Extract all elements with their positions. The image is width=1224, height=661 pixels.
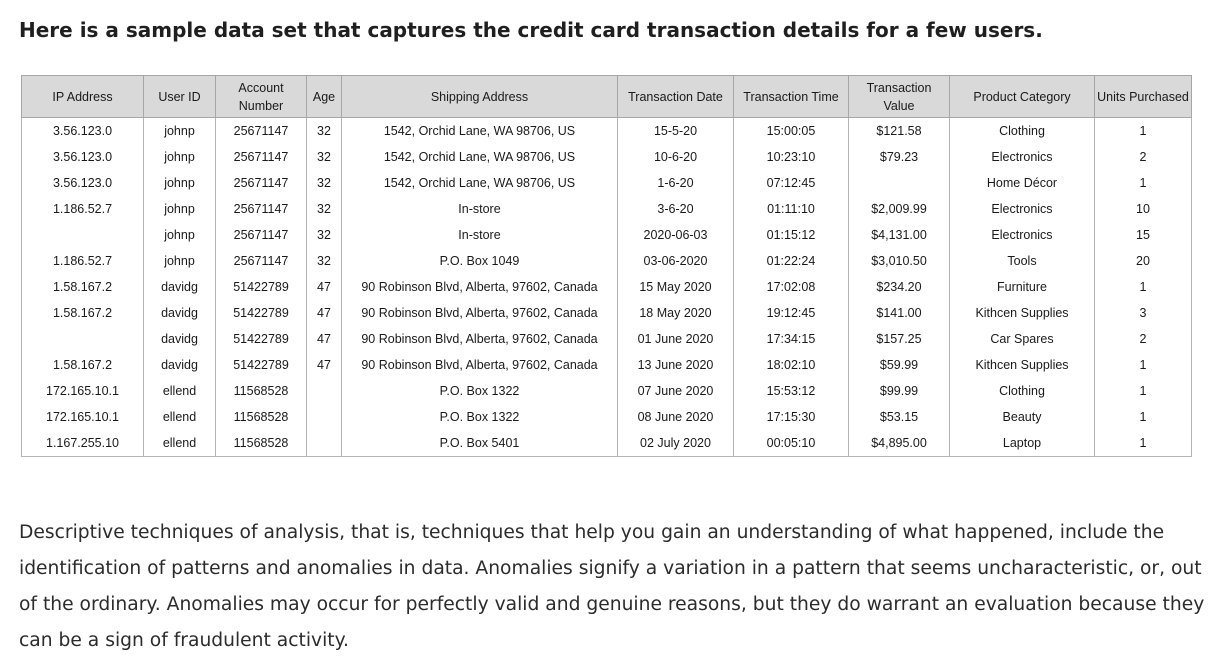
cell-transaction-time: 07:12:45 [734,170,849,196]
cell-units-purchased: 20 [1095,248,1192,274]
cell-ip-address: 1.58.167.2 [22,274,144,300]
cell-transaction-value: $53.15 [849,404,950,430]
table-row [22,326,1192,352]
cell-shipping-address: In-store [342,222,618,248]
table-row [22,144,1192,170]
cell-product-category: Electronics [950,144,1095,170]
cell-user-id: davidg [144,300,216,326]
cell-ip-address: 172.165.10.1 [22,404,144,430]
cell-shipping-address: 1542, Orchid Lane, WA 98706, US [342,170,618,196]
cell-units-purchased: 2 [1095,326,1192,352]
cell-units-purchased: 2 [1095,144,1192,170]
column-header-transaction-date: Transaction Date [618,76,734,118]
cell-transaction-time: 01:15:12 [734,222,849,248]
cell-transaction-time: 17:34:15 [734,326,849,352]
column-header-account-number: Account Number [216,76,307,118]
cell-user-id: johnp [144,222,216,248]
cell-age: 32 [307,170,342,196]
column-header-units-purchased: Units Purchased [1095,76,1192,118]
cell-ip-address [22,222,144,248]
cell-transaction-date: 08 June 2020 [618,404,734,430]
cell-units-purchased: 1 [1095,378,1192,404]
cell-user-id: johnp [144,144,216,170]
cell-transaction-value: $141.00 [849,300,950,326]
table-row [22,430,1192,457]
cell-account-number: 51422789 [216,352,307,378]
cell-ip-address: 3.56.123.0 [22,118,144,145]
cell-transaction-value: $79.23 [849,144,950,170]
cell-shipping-address: 1542, Orchid Lane, WA 98706, US [342,118,618,145]
table-row [22,404,1192,430]
cell-units-purchased: 1 [1095,170,1192,196]
cell-user-id: johnp [144,118,216,145]
cell-transaction-date: 07 June 2020 [618,378,734,404]
cell-ip-address: 1.186.52.7 [22,196,144,222]
cell-account-number: 11568528 [216,378,307,404]
cell-transaction-value [849,170,950,196]
cell-account-number: 25671147 [216,222,307,248]
cell-age [307,430,342,457]
table-row [22,170,1192,196]
cell-transaction-value: $59.99 [849,352,950,378]
cell-units-purchased: 15 [1095,222,1192,248]
cell-transaction-date: 2020-06-03 [618,222,734,248]
cell-age [307,404,342,430]
cell-units-purchased: 1 [1095,118,1192,145]
table-row [22,118,1192,145]
cell-units-purchased: 1 [1095,352,1192,378]
cell-ip-address: 1.58.167.2 [22,300,144,326]
cell-user-id: johnp [144,170,216,196]
cell-units-purchased: 10 [1095,196,1192,222]
cell-transaction-value: $4,895.00 [849,430,950,457]
cell-units-purchased: 3 [1095,300,1192,326]
cell-transaction-value: $4,131.00 [849,222,950,248]
cell-account-number: 11568528 [216,430,307,457]
cell-ip-address: 1.58.167.2 [22,352,144,378]
cell-transaction-time: 01:11:10 [734,196,849,222]
cell-product-category: Furniture [950,274,1095,300]
cell-product-category: Kithcen Supplies [950,352,1095,378]
cell-transaction-value: $2,009.99 [849,196,950,222]
cell-transaction-time: 10:23:10 [734,144,849,170]
cell-ip-address: 172.165.10.1 [22,378,144,404]
cell-product-category: Tools [950,248,1095,274]
cell-product-category: Home Décor [950,170,1095,196]
cell-transaction-time: 15:53:12 [734,378,849,404]
cell-ip-address: 1.186.52.7 [22,248,144,274]
cell-transaction-time: 17:15:30 [734,404,849,430]
cell-units-purchased: 1 [1095,404,1192,430]
cell-user-id: ellend [144,378,216,404]
cell-transaction-date: 1-6-20 [618,170,734,196]
column-header-shipping-address: Shipping Address [342,76,618,118]
cell-transaction-date: 18 May 2020 [618,300,734,326]
cell-shipping-address: In-store [342,196,618,222]
cell-units-purchased: 1 [1095,274,1192,300]
cell-transaction-date: 13 June 2020 [618,352,734,378]
cell-transaction-time: 19:12:45 [734,300,849,326]
cell-age: 47 [307,326,342,352]
cell-ip-address: 1.167.255.10 [22,430,144,457]
transactions-table [21,75,1192,457]
cell-transaction-date: 10-6-20 [618,144,734,170]
cell-user-id: ellend [144,404,216,430]
column-header-transaction-value: Transaction Value [849,76,950,118]
cell-product-category: Electronics [950,222,1095,248]
cell-account-number: 25671147 [216,118,307,145]
cell-transaction-time: 17:02:08 [734,274,849,300]
column-header-product-category: Product Category [950,76,1095,118]
cell-account-number: 25671147 [216,170,307,196]
transactions-table-body [22,118,1192,457]
table-row [22,222,1192,248]
cell-account-number: 51422789 [216,274,307,300]
cell-user-id: ellend [144,430,216,457]
cell-age: 32 [307,196,342,222]
table-header-row [22,76,1192,118]
cell-product-category: Beauty [950,404,1095,430]
table-row [22,378,1192,404]
cell-shipping-address: 90 Robinson Blvd, Alberta, 97602, Canada [342,326,618,352]
cell-product-category: Clothing [950,378,1095,404]
cell-age: 47 [307,352,342,378]
cell-transaction-date: 15-5-20 [618,118,734,145]
cell-shipping-address: P.O. Box 5401 [342,430,618,457]
cell-account-number: 25671147 [216,196,307,222]
cell-shipping-address: 90 Robinson Blvd, Alberta, 97602, Canada [342,300,618,326]
cell-user-id: johnp [144,196,216,222]
cell-transaction-value: $121.58 [849,118,950,145]
cell-shipping-address: P.O. Box 1049 [342,248,618,274]
column-header-age: Age [307,76,342,118]
description-paragraph: Descriptive techniques of analysis, that is, techniques that help you gain an understanding of what happened, include the identification of patterns and anomalies in data. Anomalies signify a variation in a pattern that seems uncharacteristic, or, out of the ordinary. Anomalies may occur for perfectly valid and genuine reasons, but they do warrant an evaluation because they can be a sign of fraudulent activity. [19,522,1205,651]
table-row [22,248,1192,274]
table-row [22,300,1192,326]
cell-transaction-time: 15:00:05 [734,118,849,145]
cell-units-purchased: 1 [1095,430,1192,457]
table-row [22,274,1192,300]
cell-ip-address: 3.56.123.0 [22,144,144,170]
table-row [22,352,1192,378]
transactions-table-container [21,75,1192,457]
cell-transaction-time: 01:22:24 [734,248,849,274]
cell-account-number: 25671147 [216,144,307,170]
cell-transaction-value: $234.20 [849,274,950,300]
cell-transaction-date: 3-6-20 [618,196,734,222]
page-heading: Here is a sample data set that captures the credit card transaction details for a few users. [19,18,1043,42]
cell-transaction-date: 02 July 2020 [618,430,734,457]
cell-age: 47 [307,274,342,300]
cell-product-category: Car Spares [950,326,1095,352]
cell-user-id: davidg [144,326,216,352]
cell-age: 32 [307,118,342,145]
column-header-transaction-time: Transaction Time [734,76,849,118]
cell-ip-address [22,326,144,352]
cell-age: 32 [307,144,342,170]
cell-shipping-address: P.O. Box 1322 [342,404,618,430]
cell-product-category: Laptop [950,430,1095,457]
cell-age: 32 [307,248,342,274]
cell-age [307,378,342,404]
table-row [22,196,1192,222]
cell-account-number: 51422789 [216,326,307,352]
cell-transaction-date: 15 May 2020 [618,274,734,300]
cell-transaction-value: $99.99 [849,378,950,404]
cell-transaction-value: $3,010.50 [849,248,950,274]
cell-product-category: Clothing [950,118,1095,145]
cell-user-id: davidg [144,274,216,300]
column-header-user-id: User ID [144,76,216,118]
cell-age: 32 [307,222,342,248]
cell-account-number: 11568528 [216,404,307,430]
cell-shipping-address: 90 Robinson Blvd, Alberta, 97602, Canada [342,274,618,300]
cell-age: 47 [307,300,342,326]
cell-transaction-time: 00:05:10 [734,430,849,457]
cell-shipping-address: 90 Robinson Blvd, Alberta, 97602, Canada [342,352,618,378]
cell-user-id: johnp [144,248,216,274]
cell-transaction-date: 01 June 2020 [618,326,734,352]
cell-user-id: davidg [144,352,216,378]
cell-shipping-address: P.O. Box 1322 [342,378,618,404]
cell-shipping-address: 1542, Orchid Lane, WA 98706, US [342,144,618,170]
cell-transaction-value: $157.25 [849,326,950,352]
cell-product-category: Electronics [950,196,1095,222]
column-header-ip-address: IP Address [22,76,144,118]
cell-product-category: Kithcen Supplies [950,300,1095,326]
cell-account-number: 51422789 [216,300,307,326]
cell-account-number: 25671147 [216,248,307,274]
cell-transaction-date: 03-06-2020 [618,248,734,274]
cell-ip-address: 3.56.123.0 [22,170,144,196]
cell-transaction-time: 18:02:10 [734,352,849,378]
